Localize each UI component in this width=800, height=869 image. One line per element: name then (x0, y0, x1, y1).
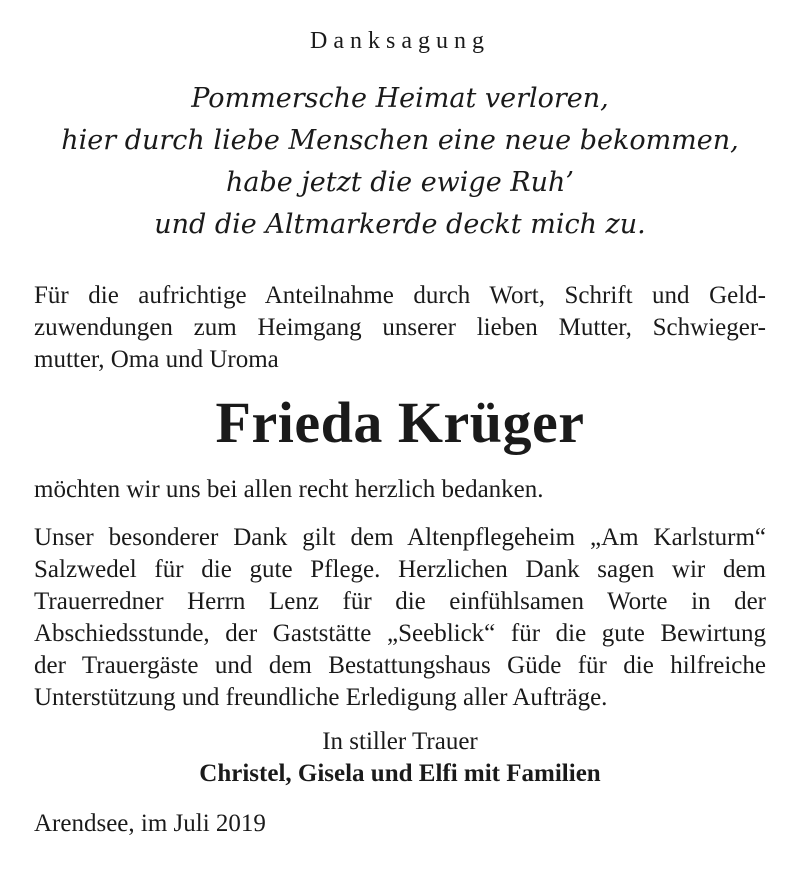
place-date: Arendsee, im Juli 2019 (34, 810, 266, 837)
poem (0, 78, 800, 246)
poem-line: habe jetzt die ewige Ruh’ (226, 167, 574, 198)
heading: Danksagung (310, 28, 490, 54)
paragraph-line: Salzwedel für die gute Pflege. Herzlichen Dank sagen wir dem (34, 556, 766, 583)
special-thanks-paragraph (34, 522, 766, 714)
signature-names: Christel, Gisela und Elfi mit Familien (199, 760, 601, 787)
signature-intro: In stiller Trauer (322, 728, 478, 755)
paragraph-line: mutter, Oma und Uroma (34, 346, 279, 373)
thanks-paragraph (34, 474, 766, 506)
paragraph-line: Unterstützung und freundliche Erledigung aller Aufträge. (34, 684, 608, 711)
deceased-name: Frieda Krüger (215, 390, 585, 455)
intro-paragraph (34, 280, 766, 376)
paragraph-line: zuwendungen zum Heimgang unserer lieben Mutter, Schwieger- (34, 314, 766, 341)
paragraph-line: Abschiedsstunde, der Gaststätte „Seeblick“ für die gute Bewirtung (34, 620, 766, 647)
paragraph-line: Für die aufrichtige Anteilnahme durch Wort, Schrift und Geld- (34, 282, 766, 309)
poem-line: Pommersche Heimat verloren, (191, 83, 609, 114)
paragraph-line: möchten wir uns bei allen recht herzlich bedanken. (34, 476, 544, 503)
paragraph-line: Trauerredner Herrn Lenz für die einfühlsamen Worte in der (34, 588, 766, 615)
paragraph-line: Unser besonderer Dank gilt dem Altenpflegeheim „Am Karlsturm“ (34, 524, 766, 551)
poem-line: und die Altmarkerde deckt mich zu. (154, 209, 646, 240)
paragraph-line: der Trauergäste und dem Bestattungshaus Güde für die hilfreiche (34, 652, 766, 679)
poem-line: hier durch liebe Menschen eine neue bekommen, (61, 125, 739, 156)
